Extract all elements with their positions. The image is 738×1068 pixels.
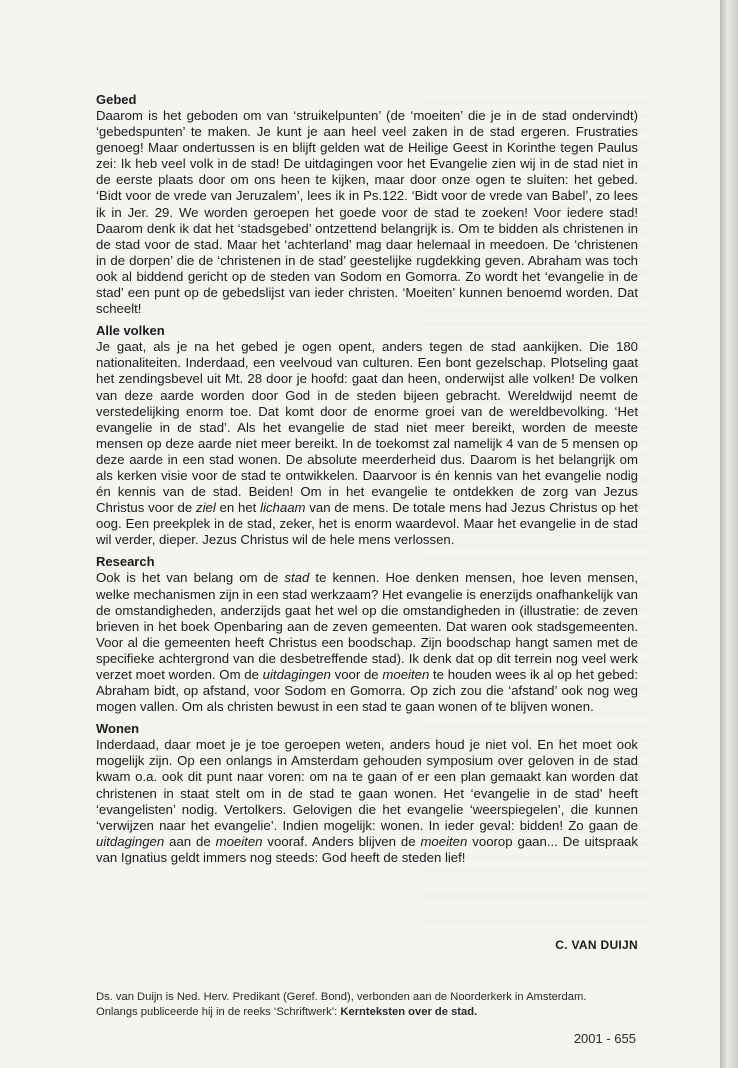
italic-term: ziel bbox=[195, 500, 216, 516]
author-note-line-2 bbox=[96, 1005, 656, 1020]
author-note-prefix: Onlangs publiceerde hij in de reeks ‘Schriftwerk’: bbox=[96, 1006, 341, 1018]
article-body bbox=[96, 92, 638, 872]
text-run: te houden wees ik al op het gebed: Abraham bidt, op afstand, voor Sodom en Gomorra. Op zich zou die ‘afstand’ ook nog weg mogen vallen. Om als christen bewust in een stad te gaan wonen of te blijven wonen. bbox=[96, 667, 638, 715]
text-run: Ook is het van belang om de bbox=[96, 570, 285, 586]
binding-edge bbox=[720, 0, 738, 1068]
section-title-gebed: Gebed bbox=[96, 92, 137, 107]
text-run: vooraf. Anders blijven de bbox=[262, 833, 421, 849]
author-signature: C. VAN DUIJN bbox=[555, 938, 638, 952]
section-body-gebed bbox=[96, 108, 638, 317]
italic-term: moeiten bbox=[382, 667, 430, 682]
text-run: van de mens. De totale mens had Jezus Christus op het oog. Een preekplek in de stad, zeker, het is enorm waardevol. Maar het evangelie in de stad wil verder, dieper. Jezus Christus wil de hele mens verlossen. bbox=[96, 500, 638, 548]
text-run: voorop gaan... De uitspraak van Ignatius geldt immers nog steeds: God heeft de steden lief! bbox=[96, 833, 638, 865]
italic-term: uitdagingen bbox=[262, 667, 331, 682]
section-title-wonen: Wonen bbox=[96, 721, 140, 737]
text-run: en het bbox=[215, 500, 261, 516]
section-body-alle-volken bbox=[96, 339, 638, 548]
text-run: te kennen. Hoe denken mensen, hoe leven mensen, welke mechanismen zijn in een stad werkzaam? Het evangelie is enerzijds onafhankelijk van de omstandigheden, anderzijds gaat het wel op die omstandigheden in (illustratie: de zeven brieven in het boek Openbaring aan de zeven gemeenten. Dat waren ook stadsgemeenten. Voor al die gemeenten heeft Christus een boodschap. Zijn boodschap hangt samen met de specifieke achtergrond van die desbetreffende stad). Ik denk dat op dit terrein nog veel werk verzet moet worden. Om de bbox=[96, 570, 638, 682]
italic-term: stad bbox=[284, 570, 310, 586]
italic-term: lichaam bbox=[260, 500, 306, 516]
text-run: Daarom is het geboden om van ‘struikelpunten’ (de ‘moeiten’ die je in de stad ondervindt) ‘gebedspunten’ te maken. Je kunt je aan heel veel zaken in de stad ergeren. Frustraties genoeg! Maar ondertussen is en blijft gelden wat de Heilige Geest in Korinthe tegen Paulus zei: Ik heb veel volk in de stad! De uitdagingen voor het Evangelie zien wij in de stad niet in de eerste plaats door om ons heen te kijken, maar door onze ogen te sluiten: het gebed. ‘Bidt voor de vrede van Jeruzalem’, lees ik in Ps.122. ‘Bidt voor de vrede van Babel’, zo lees ik in Jer. 29. We worden geroepen het goede voor de stad te zoeken! Voor iedere stad! Daarom denk ik dat het ‘stadsgebed’ ontzettend belangrijk is. Om te bidden als christenen in de stad voor de stad. Maar het ‘achterland’ mag daar helemaal in meedoen. De ‘christenen in de dorpen’ die de ‘christenen in de stad’ geestelijke rugdekking geven. Abraham was toch ook al biddend gericht op de steden van Sodom en Gomorra. Zo wordt het ‘evangelie in de stad’ een punt op de gebedslijst van ieder christen. ‘Moeiten’ kunnen benoemd worden. Dat scheelt! bbox=[96, 108, 638, 317]
text-run: Inderdaad, daar moet je je toe geroepen weten, anders houd je niet vol. En het moet ook mogelijk zijn. Op een onlangs in Amsterdam gehouden symposium over geloven in de stad kwam o.a. ook dit punt naar voren: om na te gaan of er een plan gemaakt kan worden dat christenen in staat stelt om in de stad te gaan wonen. Het ‘evangelie in de stad’ heeft ‘evangelisten’ nodig. Vertolkers. Gelovigen die het evangelie ‘weerspiegelen’, die kunnen ‘verwijzen naar het evangelie’. Indien mogelijk: wonen. In ieder geval: bidden! Zo gaan de bbox=[96, 737, 638, 833]
section-body-wonen bbox=[96, 737, 638, 866]
section-title-research: Research bbox=[96, 554, 155, 570]
italic-term: moeiten bbox=[215, 833, 263, 849]
section-title-alle-volken: Alle volken bbox=[96, 323, 165, 339]
book-title: Kernteksten over de stad. bbox=[340, 1006, 478, 1018]
page-number: 2001 - 655 bbox=[573, 1031, 636, 1046]
author-note-line-1: Ds. van Duijn is Ned. Herv. Predikant (Geref. Bond), verbonden aan de Noorderkerk in Amsterdam. bbox=[96, 991, 587, 1003]
italic-term: moeiten bbox=[420, 833, 468, 849]
italic-term: uitdagingen bbox=[96, 833, 165, 849]
section-body-research bbox=[96, 570, 638, 715]
text-run: voor de bbox=[330, 667, 383, 682]
author-note bbox=[96, 990, 656, 1020]
text-run: aan de bbox=[164, 833, 216, 849]
text-run: Je gaat, als je na het gebed je ogen opent, anders tegen de stad aankijken. Die 180 nationaliteiten. Inderdaad, een veelvoud van culturen. Een bont gezelschap. Plotseling gaat het zendingsbevel uit Mt. 28 door je hoofd: gaat dan heen, onderwijst alle volken! De volken van deze aarde worden door God in de steden bijeen gebracht. Wereldwijd neemt de verstedelijking enorm toe. Dat komt door de enorme groei van de wereldbevolking. ‘Het evangelie in de stad’. Als het evangelie de stad niet meer bereikt, worden de meeste mensen op deze aarde niet meer bereikt. In de toekomst zal namelijk 4 van de 5 mensen op deze aarde in een stad wonen. De absolute meerderheid dus. Daarom is het belangrijk om als kerken visie voor de stad te ontwikkelen. Daarvoor is én kennis van het evangelie nodig én kennis van de stad. Beiden! Om in het evangelie te ontdekken de zorg van Jezus Christus voor de bbox=[96, 339, 638, 516]
